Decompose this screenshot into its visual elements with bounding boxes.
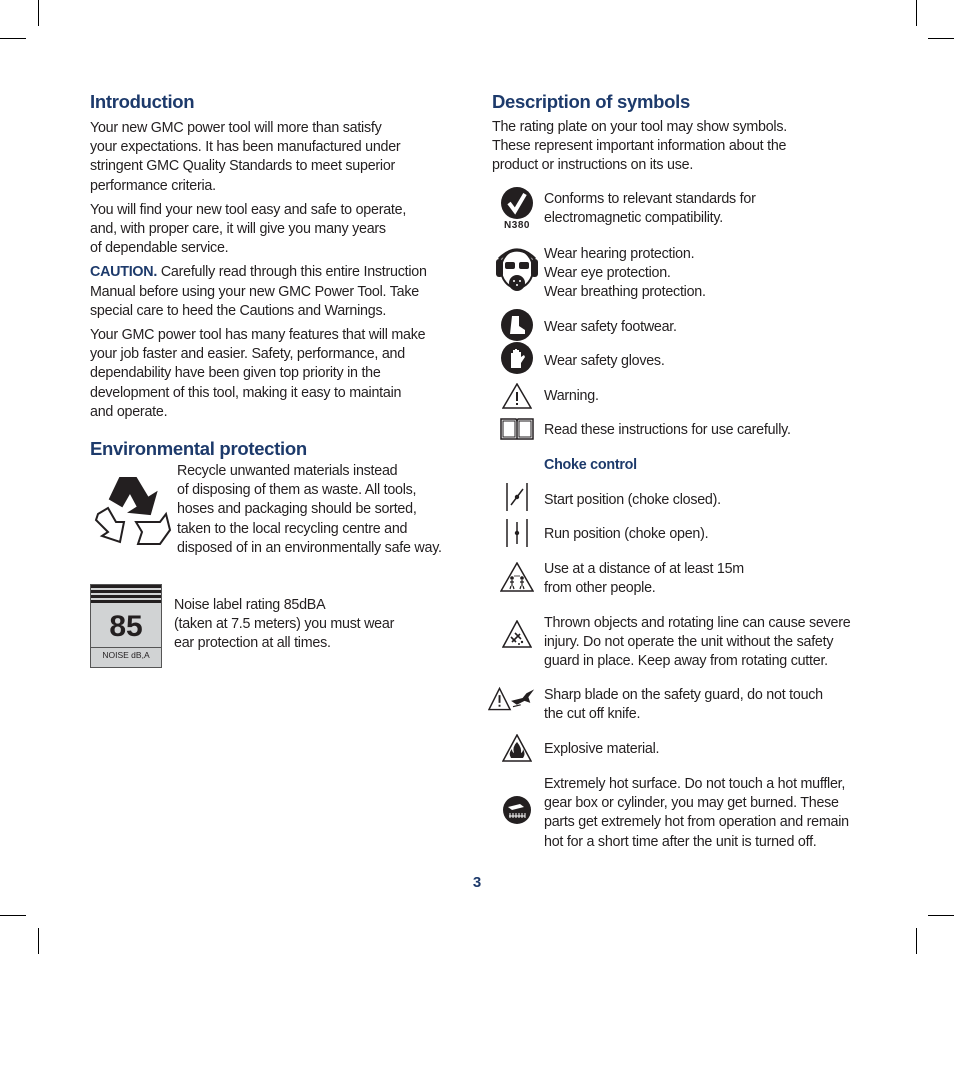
crop-mark (0, 915, 26, 916)
choke-closed-icon (502, 481, 532, 513)
recycle-icon (90, 470, 172, 548)
emc-code: N380 (504, 220, 530, 231)
caution-paragraph: CAUTION. Carefully read through this entire Instruction Manual before using your new GMC Power Tool. Take special care to heed the Cautions and Warnings. (90, 264, 427, 319)
environment-block (90, 462, 455, 562)
crop-mark (38, 0, 39, 26)
page-number: 3 (472, 874, 482, 891)
caution-label: CAUTION. (90, 264, 158, 281)
symbols-intro: The rating plate on your tool may show symbols. These represent important information about the product or instructions on its use. (492, 119, 787, 174)
crop-mark (38, 928, 39, 954)
emc-icon (492, 186, 542, 232)
noise-unit-label: NOISE dB,A (102, 650, 150, 661)
crop-mark (916, 0, 917, 26)
choke-open-icon (502, 517, 532, 549)
book-icon (499, 417, 535, 441)
sharp-blade-icon (488, 685, 538, 713)
explosive-icon (502, 734, 532, 762)
crop-mark (928, 915, 954, 916)
intro-paragraph-2: You will find your new tool easy and safe to operate, and, with proper care, it will give you many years of dependable service. (90, 201, 407, 257)
glove-icon (500, 341, 534, 375)
environment-heading: Environmental protection (90, 438, 307, 460)
noise-badge-stripes (91, 585, 161, 603)
distance-warning-icon (500, 562, 534, 592)
noise-label-badge (90, 584, 162, 668)
crop-mark (916, 928, 917, 954)
intro-paragraph-4: Your GMC power tool has many features that will make your job faster and easier. Safety, performance, and dependability have been given top priority in the development of this tool, making it easy to maintain and operate. (90, 327, 426, 420)
environment-text: Recycle unwanted materials instead of disposing of them as waste. All tools, hoses and packaging should be sorted, taken to the local recycling centre and disposed of in an environmentally safe way. (177, 463, 442, 556)
noise-text: Noise label rating 85dBA (taken at 7.5 meters) you must wear ear protection at all times. (174, 597, 395, 652)
choke-heading: Choke control (544, 457, 637, 473)
right-column: Description of symbols The rating plate on your tool may show symbols. These represent important information about the product or instructions on its use. N380 Conforms to relevant standards for electromagnetic compatibility. Wear hearing protection. Wear eye protection. Wear breathing protection. Wear safety footwear. Wear safety gloves. Warning. Read these instructions for use carefully. Choke control Start position (choke closed). Run position (choke open). Use at a distance of at least 15m from other people. Thrown objects and rotating line can cause severe injury. Do not operate the unit without the safety guard in place. Keep away from rotating cutter. Sharp blade on the safety guard, do not touch the cut off knife. Explosive material. Extremely hot surface. Do not touch a hot muffler, gear box or cylinder, you may get burned. These parts get extremely hot from operation and remain hot for a short time after the unit is turned off. (492, 90, 862, 176)
protection-gear-icon (493, 245, 541, 297)
crop-mark (0, 38, 26, 39)
hot-surface-icon (502, 795, 532, 825)
noise-rating: 85 (109, 610, 143, 644)
boot-icon (500, 308, 534, 342)
warning-triangle-icon (502, 383, 532, 409)
symbols-heading: Description of symbols (492, 91, 690, 112)
crop-mark (928, 38, 954, 39)
introduction-heading: Introduction (90, 91, 195, 112)
left-column (90, 90, 455, 674)
intro-paragraph-1: Your new GMC power tool will more than satisfy your expectations. It has been manufactured under stringent GMC Quality Standards to meet superior performance criteria. (90, 120, 401, 194)
noise-block (90, 584, 455, 674)
thrown-objects-icon (502, 620, 532, 648)
